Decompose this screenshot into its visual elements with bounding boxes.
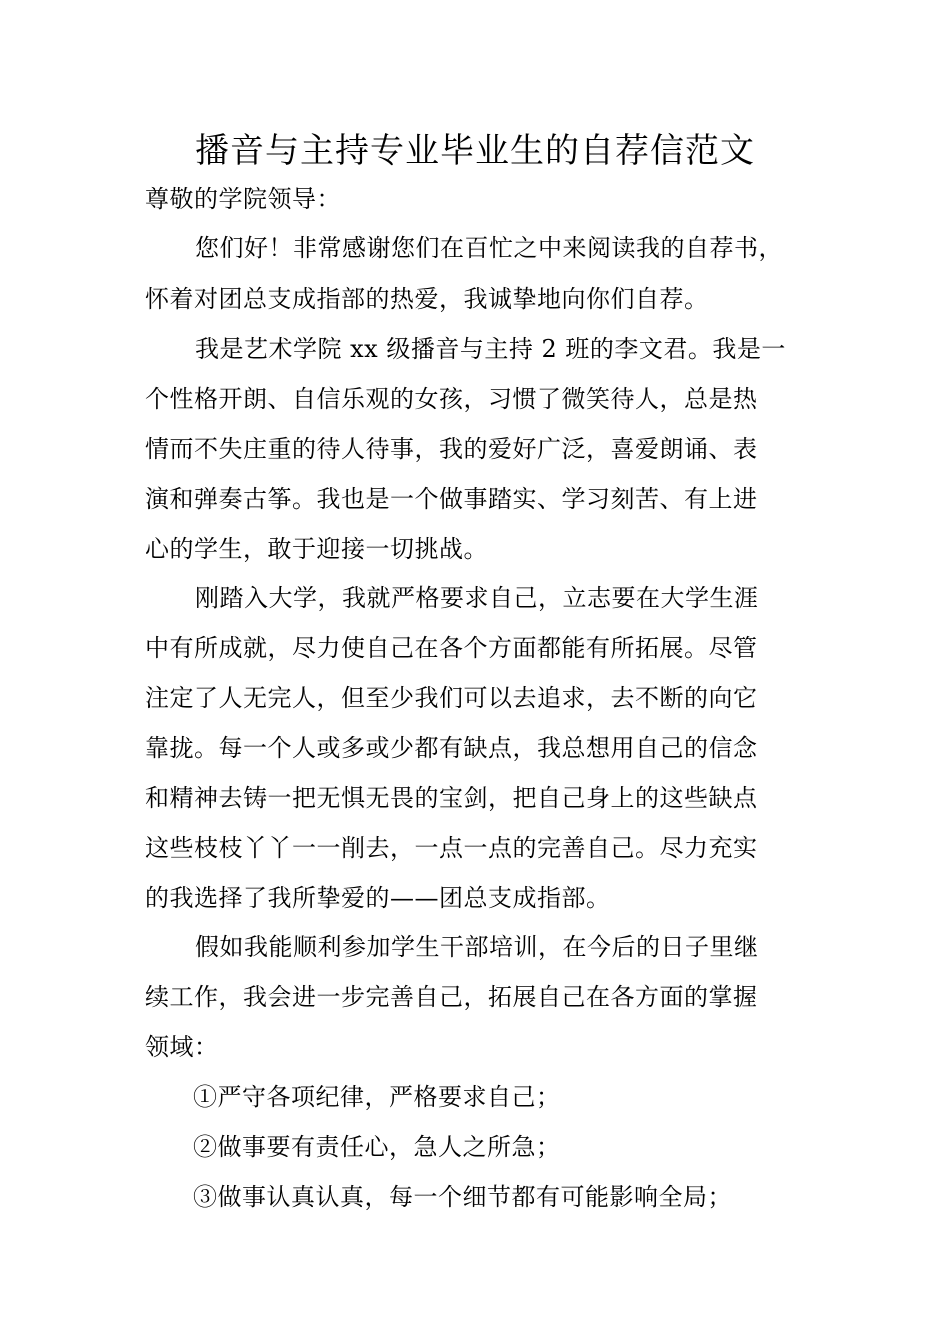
document-title: 播音与主持专业毕业生的自荐信范文 [195,131,755,171]
body-line: 中有所成就，尽力使自己在各个方面都能有所拓展。尽管 [145,634,758,662]
body-line: 我是艺术学院 xx 级播音与主持 2 班的李文君。我是一 [195,335,786,363]
list-item: ③做事认真认真，每一个细节都有可能影响全局； [193,1183,732,1211]
body-line: 和精神去铸一把无惧无畏的宝剑，把自己身上的这些缺点 [145,784,758,812]
body-line: 个性格开朗、自信乐观的女孩，习惯了微笑待人，总是热 [145,385,758,413]
body-line: 靠拢。每一个人或多或少都有缺点，我总想用自己的信念 [145,734,758,762]
body-line: 的我选择了我所挚爱的——团总支成指部。 [145,884,611,912]
body-line: 注定了人无完人，但至少我们可以去追求，去不断的向它 [145,684,758,712]
body-line: 续工作，我会进一步完善自己，拓展自己在各方面的掌握 [145,983,758,1011]
body-line: 心的学生，敢于迎接一切挑战。 [145,535,488,563]
body-line: 这些枝枝丫丫一一削去，一点一点的完善自己。尽力充实 [145,834,758,862]
body-line: 演和弹奏古筝。我也是一个做事踏实、学习刻苦、有上进 [145,485,758,513]
body-line: 您们好！非常感谢您们在百忙之中来阅读我的自荐书， [195,234,783,262]
list-item: ①严守各项纪律，严格要求自己； [193,1083,561,1111]
body-line: 领域： [145,1033,219,1061]
salutation: 尊敬的学院领导： [145,185,341,213]
body-line: 情而不失庄重的待人待事，我的爱好广泛，喜爱朗诵、表 [145,435,758,463]
body-line: 刚踏入大学，我就严格要求自己，立志要在大学生涯 [195,584,759,612]
body-line: 假如我能顺利参加学生干部培训，在今后的日子里继 [195,933,759,961]
body-line: 怀着对团总支成指部的热爱，我诚挚地向你们自荐。 [145,285,709,313]
list-item: ②做事要有责任心，急人之所急； [193,1133,561,1161]
